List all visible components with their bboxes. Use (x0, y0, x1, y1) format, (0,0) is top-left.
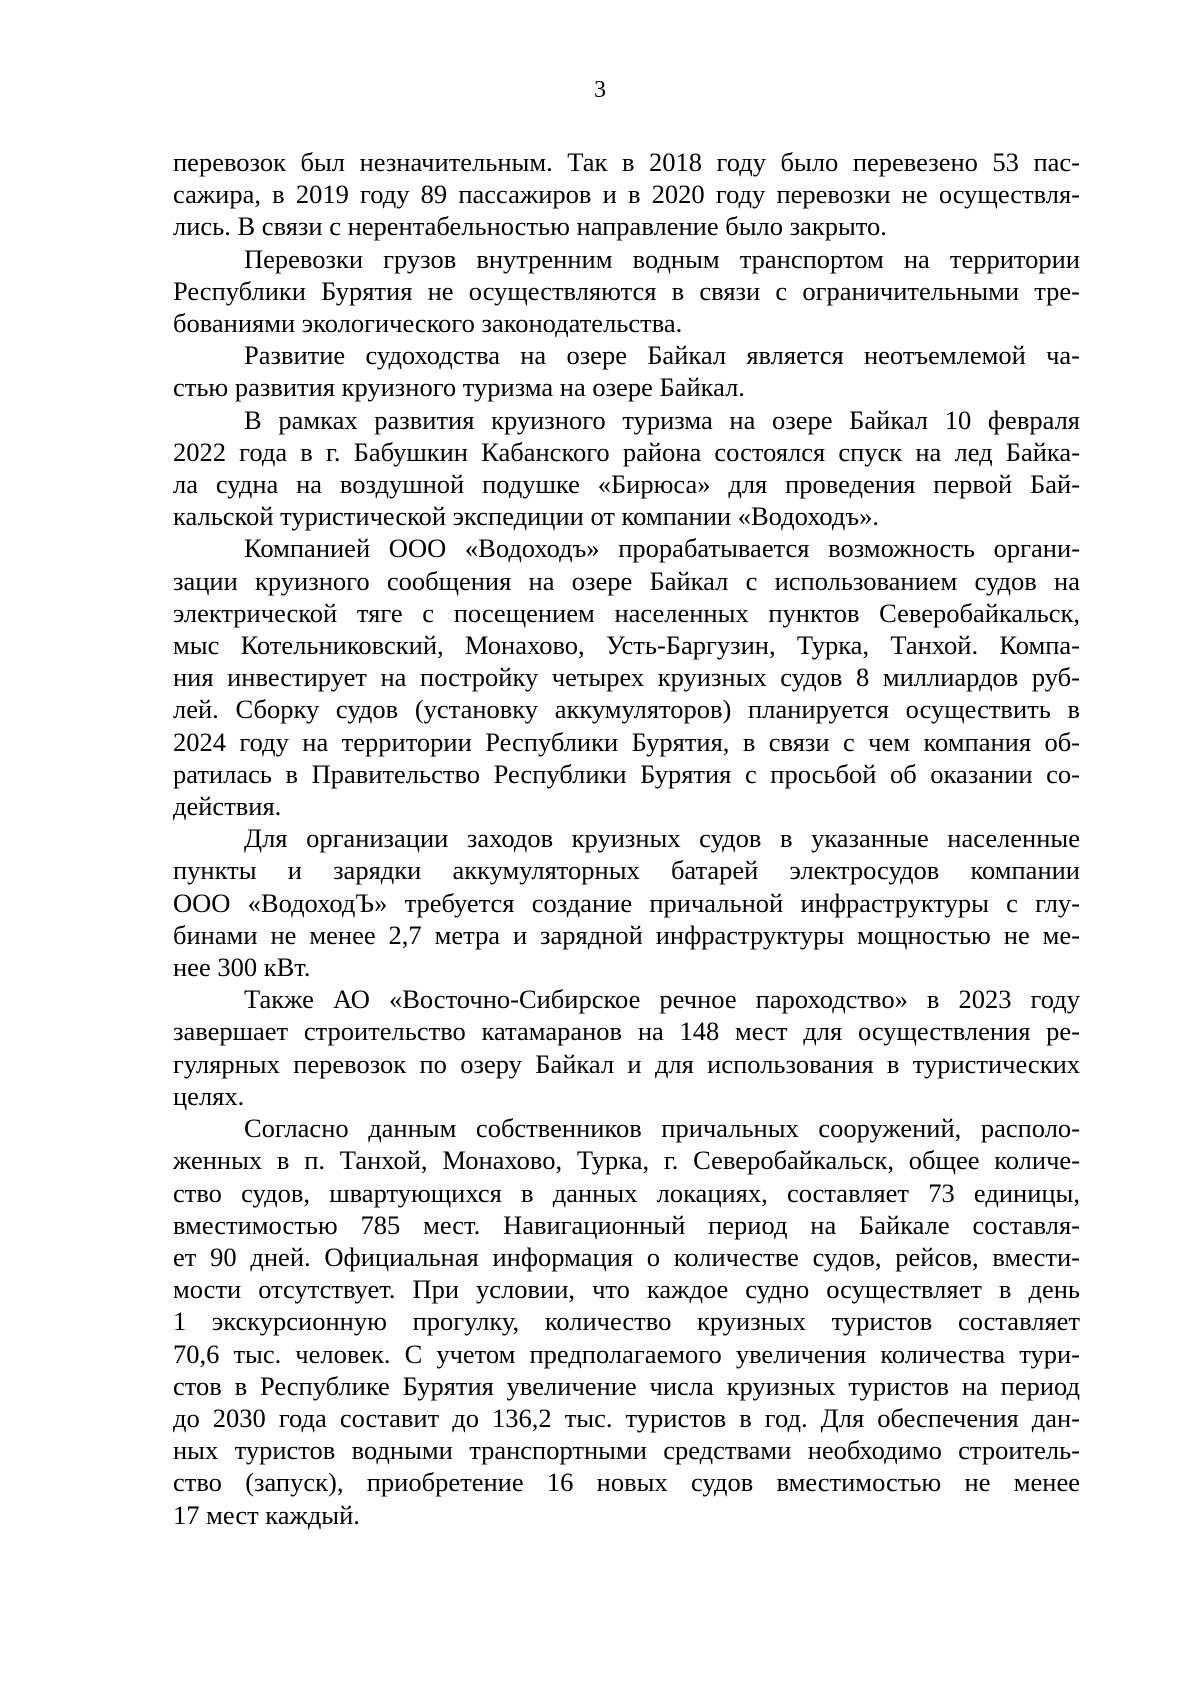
text-line: нее 300 кВт. (173, 952, 311, 983)
text-line: Согласно данным собственников причальных сооружений, располо- (244, 1113, 1080, 1144)
text-line: сажира, в 2019 году 89 пассажиров и в 2020 году перевозки не осуществля- (173, 179, 1080, 210)
text-line: ния инвестирует на постройку четырех круизных судов 8 миллиардов руб- (173, 662, 1080, 693)
text-line: 1 экскурсионную прогулку, количество круизных туристов составляет (173, 1306, 1080, 1337)
paragraph (173, 1112, 1080, 1531)
text-line: ство судов, швартующихся в данных локациях, составляет 73 единицы, (173, 1177, 1080, 1208)
paragraph (173, 243, 1080, 340)
text-line: вместимостью 785 мест. Навигационный период на Байкале составля- (173, 1209, 1080, 1240)
text-line: мыс Котельниковский, Монахово, Усть-Баргузин, Турка, Танхой. Компа- (173, 630, 1080, 661)
paragraph (173, 404, 1080, 533)
text-line: гулярных перевозок по озеру Байкал и для использования в туристических (173, 1048, 1080, 1079)
text-line: лись. В связи с нерентабельностью направление было закрыто. (173, 211, 887, 242)
text-line: электрической тяге с посещением населенных пунктов Северобайкальск, (173, 597, 1080, 628)
page-number: 3 (594, 77, 606, 103)
paragraph (173, 532, 1080, 822)
text-line: ет 90 дней. Официальная информация о количестве судов, рейсов, вмести- (173, 1241, 1080, 1272)
body-text (173, 146, 1080, 1531)
paragraph (173, 146, 1080, 243)
text-line: ла судна на воздушной подушке «Бирюса» для проведения первой Бай- (173, 469, 1080, 500)
text-line: бованиями экологического законодательства. (173, 308, 683, 339)
text-line: мости отсутствует. При условии, что каждое судно осуществляет в день (173, 1274, 1080, 1305)
text-line: ратилась в Правительство Республики Бурятия с просьбой об оказании со- (173, 758, 1080, 789)
text-line: женных в п. Танхой, Монахово, Турка, г. Северобайкальск, общее количе- (173, 1145, 1080, 1176)
text-line: лей. Сборку судов (установку аккумуляторов) планируется осуществить в (173, 694, 1080, 725)
text-line: бинами не менее 2,7 метра и зарядной инфраструктуры мощностью не ме- (173, 919, 1080, 950)
text-line: пункты и зарядки аккумуляторных батарей электросудов компании (173, 855, 1080, 886)
text-line: В рамках развития круизного туризма на озере Байкал 10 февраля (244, 404, 1080, 435)
text-line: Развитие судоходства на озере Байкал является неотъемлемой ча- (244, 340, 1080, 371)
text-line: стов в Республике Бурятия увеличение числа круизных туристов на период (173, 1370, 1080, 1401)
text-line: перевозок был незначительным. Так в 2018 году было перевезено 53 пас- (173, 147, 1080, 177)
text-line: Перевозки грузов внутренним водным транспортом на территории (244, 243, 1080, 274)
paragraph (173, 339, 1080, 403)
text-line: до 2030 года составит до 136,2 тыс. туристов в год. Для обеспечения дан- (173, 1402, 1080, 1433)
text-line: ство (запуск), приобретение 16 новых судов вместимостью не менее (173, 1467, 1080, 1498)
text-line: 2024 году на территории Республики Бурятия, в связи с чем компания об- (173, 726, 1080, 757)
text-line: стью развития круизного туризма на озере Байкал. (173, 372, 745, 403)
text-line: ООО «ВодоходЪ» требуется создание причальной инфраструктуры с глу- (173, 887, 1080, 918)
text-line: Компанией ООО «Водоходъ» прорабатывается возможность органи- (244, 533, 1080, 564)
text-line: Республики Бурятия не осуществляются в связи с ограничительными тре- (173, 275, 1080, 306)
text-line: Для организации заходов круизных судов в указанные населенные (244, 823, 1080, 854)
text-line: 17 мест каждый. (173, 1499, 360, 1530)
text-line: действия. (173, 791, 282, 822)
paragraph (173, 822, 1080, 983)
text-line: ных туристов водными транспортными средствами необходимо строитель- (173, 1435, 1080, 1466)
text-line: 2022 года в г. Бабушкин Кабанского района состоялся спуск на лед Байка- (173, 436, 1080, 467)
text-line: Также АО «Восточно-Сибирское речное пароходство» в 2023 году (244, 984, 1080, 1015)
text-line: завершает строительство катамаранов на 148 мест для осуществления ре- (173, 1016, 1080, 1047)
text-line: кальской туристической экспедиции от компании «Водоходъ». (173, 501, 879, 532)
text-line: зации круизного сообщения на озере Байкал с использованием судов на (173, 565, 1080, 596)
paragraph (173, 983, 1080, 1112)
text-line: целях. (173, 1080, 245, 1111)
text-line: 70,6 тыс. человек. С учетом предполагаемого увеличения количества тури- (173, 1338, 1080, 1369)
